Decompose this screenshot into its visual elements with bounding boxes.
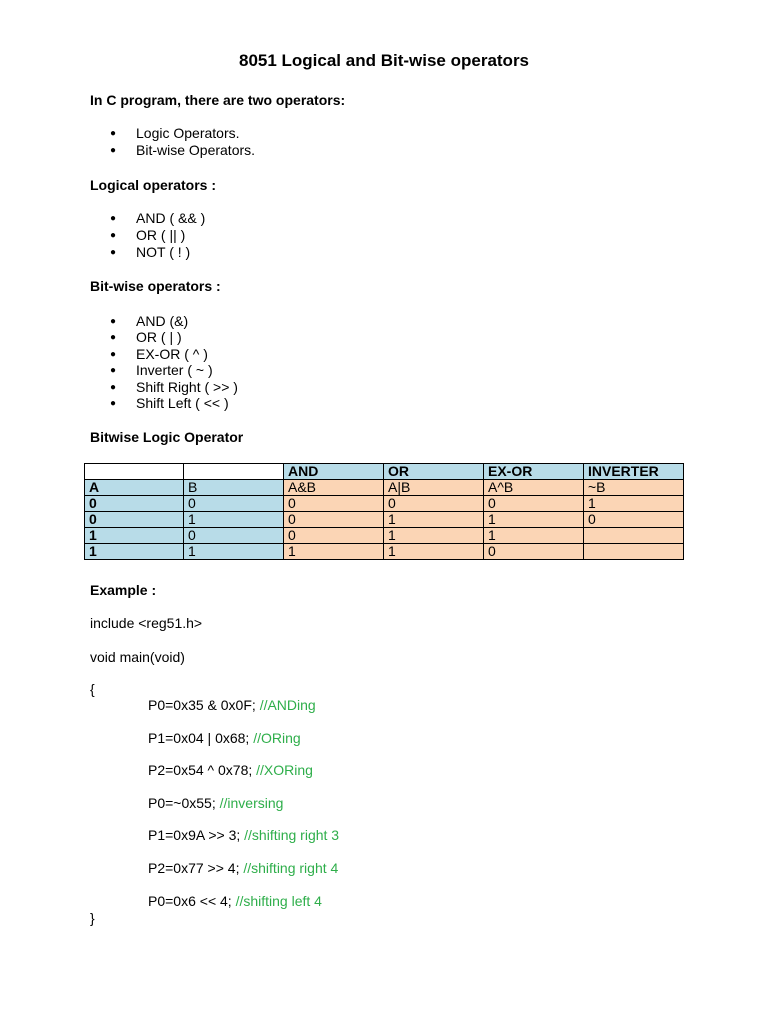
- bullet-icon: ●: [110, 365, 117, 376]
- code-statement: [148, 730, 301, 746]
- code-comment: //shifting right 3: [244, 827, 340, 843]
- bullet-icon: ●: [110, 213, 117, 224]
- code-comment: //shifting right 4: [243, 860, 339, 876]
- table-cell: 1: [484, 528, 584, 544]
- code-text: P1=0x9A >> 3;: [148, 827, 245, 843]
- table-header-cell: AND: [284, 464, 384, 480]
- bullet-icon: ●: [110, 145, 117, 156]
- table-header-cell: OR: [384, 464, 484, 480]
- table-cell: 0: [85, 496, 184, 512]
- table-row: [85, 496, 684, 512]
- table-cell: 0: [184, 496, 284, 512]
- table-row: [85, 528, 684, 544]
- table-cell: 1: [284, 544, 384, 560]
- table-cell: 1: [384, 528, 484, 544]
- table-cell: 0: [284, 512, 384, 528]
- code-open-brace: {: [90, 681, 95, 697]
- code-text: P2=0x54 ^ 0x78;: [148, 762, 257, 778]
- table-header-cell: EX-OR: [484, 464, 584, 480]
- table-heading: Bitwise Logic Operator: [90, 429, 244, 445]
- table-cell: 1: [85, 528, 184, 544]
- table-cell: A&B: [284, 480, 384, 496]
- code-comment: //inversing: [219, 795, 284, 811]
- bullet-icon: ●: [110, 247, 117, 258]
- table-cell: 0: [584, 512, 684, 528]
- table-cell: [184, 464, 284, 480]
- table-cell: 1: [384, 512, 484, 528]
- code-main: void main(void): [90, 649, 185, 665]
- bullet-icon: ●: [110, 382, 117, 393]
- code-statement: [148, 762, 313, 778]
- table-cell: [85, 464, 184, 480]
- code-text: P0=0x6 << 4;: [148, 893, 236, 909]
- table-cell: 1: [584, 496, 684, 512]
- table-cell: A|B: [384, 480, 484, 496]
- table-cell: A^B: [484, 480, 584, 496]
- page-title: 8051 Logical and Bit-wise operators: [238, 51, 530, 70]
- table-cell: 0: [284, 496, 384, 512]
- code-statement: [148, 827, 339, 843]
- table-row: [85, 544, 684, 560]
- table-row: [85, 480, 684, 496]
- bitwise-heading: Bit-wise operators :: [90, 278, 221, 294]
- code-comment: //ANDing: [259, 697, 316, 713]
- table-cell: 0: [85, 512, 184, 528]
- table-cell: 1: [484, 512, 584, 528]
- table-cell: 1: [85, 544, 184, 560]
- table-cell: 1: [184, 544, 284, 560]
- table-cell: 0: [384, 496, 484, 512]
- table-cell: [584, 544, 684, 560]
- table-cell: 0: [184, 528, 284, 544]
- table-row: [85, 512, 684, 528]
- bullet-icon: ●: [110, 349, 117, 360]
- logical-heading: Logical operators :: [90, 177, 217, 193]
- code-comment: //shifting left 4: [235, 893, 322, 909]
- truth-table: [84, 463, 684, 560]
- example-heading: Example :: [90, 582, 157, 598]
- bullet-icon: ●: [110, 128, 117, 139]
- code-close-brace: }: [90, 910, 95, 926]
- table-header-cell: INVERTER: [584, 464, 684, 480]
- code-text: P0=0x35 & 0x0F;: [148, 697, 260, 713]
- table-cell: 0: [284, 528, 384, 544]
- table-header-row: [85, 464, 684, 480]
- code-text: P2=0x77 >> 4;: [148, 860, 244, 876]
- code-statement: [148, 860, 338, 876]
- table-cell: ~B: [584, 480, 684, 496]
- code-statement: [148, 893, 322, 909]
- code-comment: //XORing: [256, 762, 313, 778]
- code-comment: //ORing: [253, 730, 301, 746]
- table-cell: 0: [484, 496, 584, 512]
- code-statement: [148, 697, 316, 713]
- bullet-icon: ●: [110, 230, 117, 241]
- bullet-icon: ●: [110, 316, 117, 327]
- table-cell: B: [184, 480, 284, 496]
- code-text: P1=0x04 | 0x68;: [148, 730, 254, 746]
- table-cell: 0: [484, 544, 584, 560]
- table-cell: 1: [184, 512, 284, 528]
- table-cell: 1: [384, 544, 484, 560]
- bullet-icon: ●: [110, 332, 117, 343]
- intro-heading: In C program, there are two operators:: [90, 92, 346, 108]
- bullet-icon: ●: [110, 398, 117, 409]
- table-cell: [584, 528, 684, 544]
- code-statement: [148, 795, 283, 811]
- code-text: P0=~0x55;: [148, 795, 220, 811]
- code-include: include <reg51.h>: [90, 615, 203, 631]
- table-cell: A: [85, 480, 184, 496]
